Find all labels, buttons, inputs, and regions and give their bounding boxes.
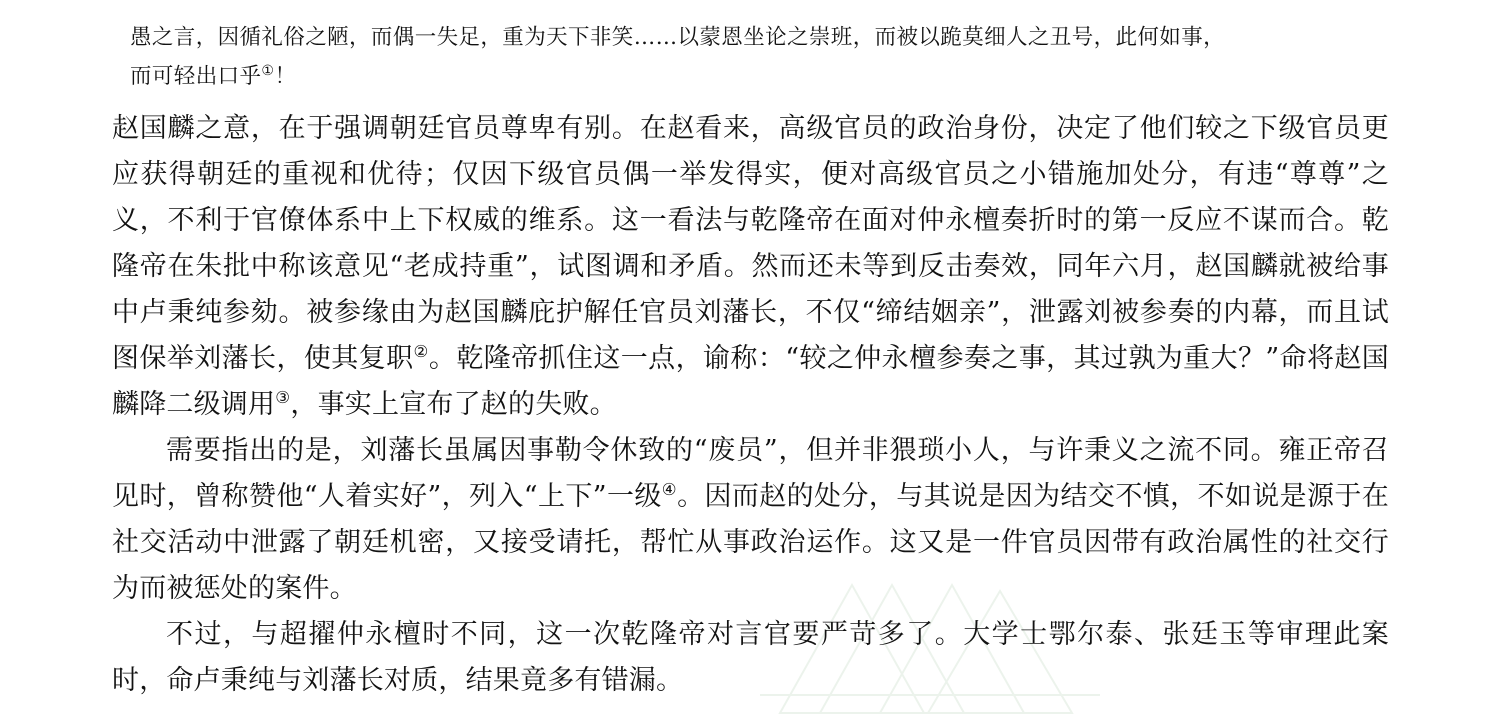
paragraph-1 — [112, 106, 1389, 428]
paragraph-3-text-a: 不过，与超擢仲永檀时不同，这一次乾隆帝对言官要严苛多了。大学士鄂尔泰、张廷玉等审理此案时，命卢秉纯与刘藩长对质，结果竟多有错漏。 — [112, 619, 1389, 696]
quoted-passage — [112, 18, 1389, 96]
paragraph-1-text-a: 赵国麟之意，在于强调朝廷官员尊卑有别。在赵看来，高级官员的政治身份，决定了他们较之下级官员更应获得朝廷的重视和优待；仅因下级官员偶一举发得实，便对高级官员之小错施加处分，有违“尊尊”之义，不利于官僚体系中上下权威的维系。这一看法与乾隆帝在面对仲永檀奏折时的第一反应不谋而合。乾隆帝在朱批中称该意见“老成持重”，试图调和矛盾。然而还未等到反击奏效，同年六月，赵国麟就被给事中卢秉纯参劾。被参缘由为赵国麟庇护解任官员刘藩长，不仅“缔结姻亲”，泄露刘被参奏的内幕，而且试图保举刘藩长，使其复职 — [112, 113, 1389, 374]
footnote-marker-4: ④ — [661, 479, 678, 499]
paragraph-2-text-a: 需要指出的是，刘藩长虽属因事勒令休致的“废员”，但并非猥琐小人，与许秉义之流不同。雍正帝召见时，曾称赞他“人着实好”，列入“上下”一级 — [112, 435, 1389, 512]
quoted-passage-line-2-end: ！ — [274, 64, 297, 89]
paragraph-1-text-c: ，事实上宣布了赵的失败。 — [290, 389, 617, 420]
quoted-passage-line-1: 愚之言，因循礼俗之陋，而偶一失足，重为天下非笑……以蒙恩坐论之崇班，而被以跪莫细人之丑号，此何如事， — [130, 25, 1226, 50]
paragraph-1-text-b: 。乾隆帝抓住这一点，谕称：“较之仲永檀参奏之事，其过孰为重大？”命将赵国麟降二级调用 — [112, 343, 1390, 420]
quoted-passage-line-2: 而可轻出口乎 — [130, 64, 262, 89]
paragraph-2 — [112, 428, 1389, 612]
paragraph-2-text-b: 。因而赵的处分，与其说是因为结交不慎，不如说是源于在社交活动中泄露了朝廷机密，又接受请托，帮忙从事政治运作。这又是一件官员因带有政治属性的社交行为而被惩处的案件。 — [112, 481, 1389, 604]
footnote-marker-2: ② — [413, 341, 429, 361]
footnote-marker-1: ① — [261, 62, 275, 79]
paragraph-3 — [112, 612, 1389, 704]
footnote-marker-3: ③ — [275, 387, 291, 407]
